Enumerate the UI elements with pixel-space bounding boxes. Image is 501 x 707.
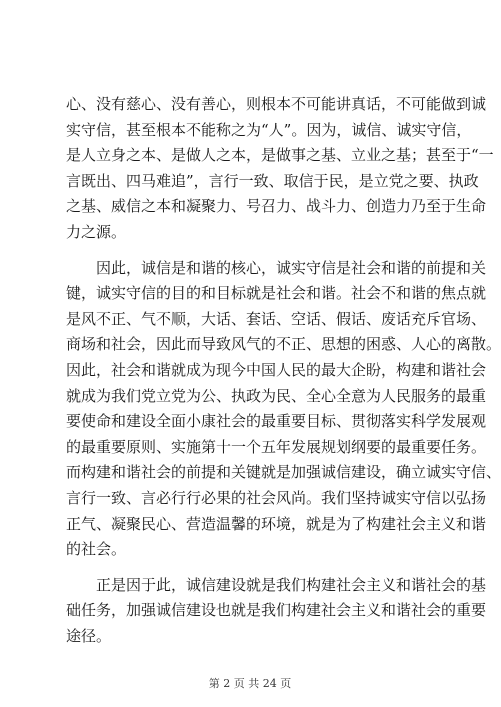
text-line: 键，诚实守信的目的和目标就是社会和谐。社会不和谐的焦点就 — [66, 284, 487, 303]
text-line: 途径。 — [66, 626, 112, 645]
paragraph-gap — [66, 246, 442, 256]
text-line: 商场和社会，因此而导致风气的不正、思想的困惑、人心的离散。 — [66, 335, 501, 354]
text-line: 而构建和谐社会的前提和关键就是加强诚信建设，确立诚实守信、 — [66, 463, 501, 482]
paragraph — [66, 573, 487, 650]
paragraph — [66, 256, 501, 563]
text-line: 础任务，加强诚信建设也就是我们构建社会主义和谐社会的重要 — [66, 601, 487, 620]
text-line: 要使命和建设全面小康社会的最重要目标、贯彻落实科学发展观 — [66, 412, 487, 431]
text-line: 实守信，甚至根本不能称之为“人”。因为，诚信、诚实守信， — [66, 120, 472, 139]
text-line: 言既出、四马难追”，言行一致、取信于民，是立党之要、执政 — [66, 171, 479, 190]
text-line: 的最重要原则、实施第十一个五年发展规划纲要的最重要任务。 — [66, 437, 487, 456]
text-line: 因此，诚信是和谐的核心，诚实守信是社会和谐的前提和关 — [96, 258, 487, 277]
text-line: 正气、凝聚民心、营造温馨的环境，就是为了构建社会主义和谐 — [66, 514, 487, 533]
text-line: 言行一致、言必行行必果的社会风尚。我们坚持诚实守信以弘扬 — [66, 488, 487, 507]
text-line: 力之源。 — [66, 222, 127, 241]
text-line: 因此，社会和谐就成为现今中国人民的最大企盼，构建和谐社会 — [66, 360, 487, 379]
page-footer: 第 2 页 共 24 页 — [208, 677, 292, 690]
body-text — [66, 92, 501, 649]
text-line: 是人立身之本、是做人之本，是做事之基、立业之基；甚至于“一 — [66, 146, 494, 165]
text-line: 的社会。 — [66, 540, 127, 559]
text-line: 心、没有慈心、没有善心，则根本不可能讲真话，不可能做到诚 — [66, 95, 487, 113]
paragraph — [66, 92, 494, 246]
paragraph-gap — [66, 563, 442, 573]
text-line: 之基、威信之本和凝聚力、号召力、战斗力、创造力乃至于生命 — [66, 197, 487, 216]
text-line: 是风不正、气不顺，大话、套话、空话、假话、废话充斥官场、 — [66, 309, 487, 328]
text-line: 正是因于此，诚信建设就是我们构建社会主义和谐社会的基 — [96, 575, 487, 594]
text-line: 就成为我们党立党为公、执政为民、全心全意为人民服务的最重 — [66, 386, 487, 405]
